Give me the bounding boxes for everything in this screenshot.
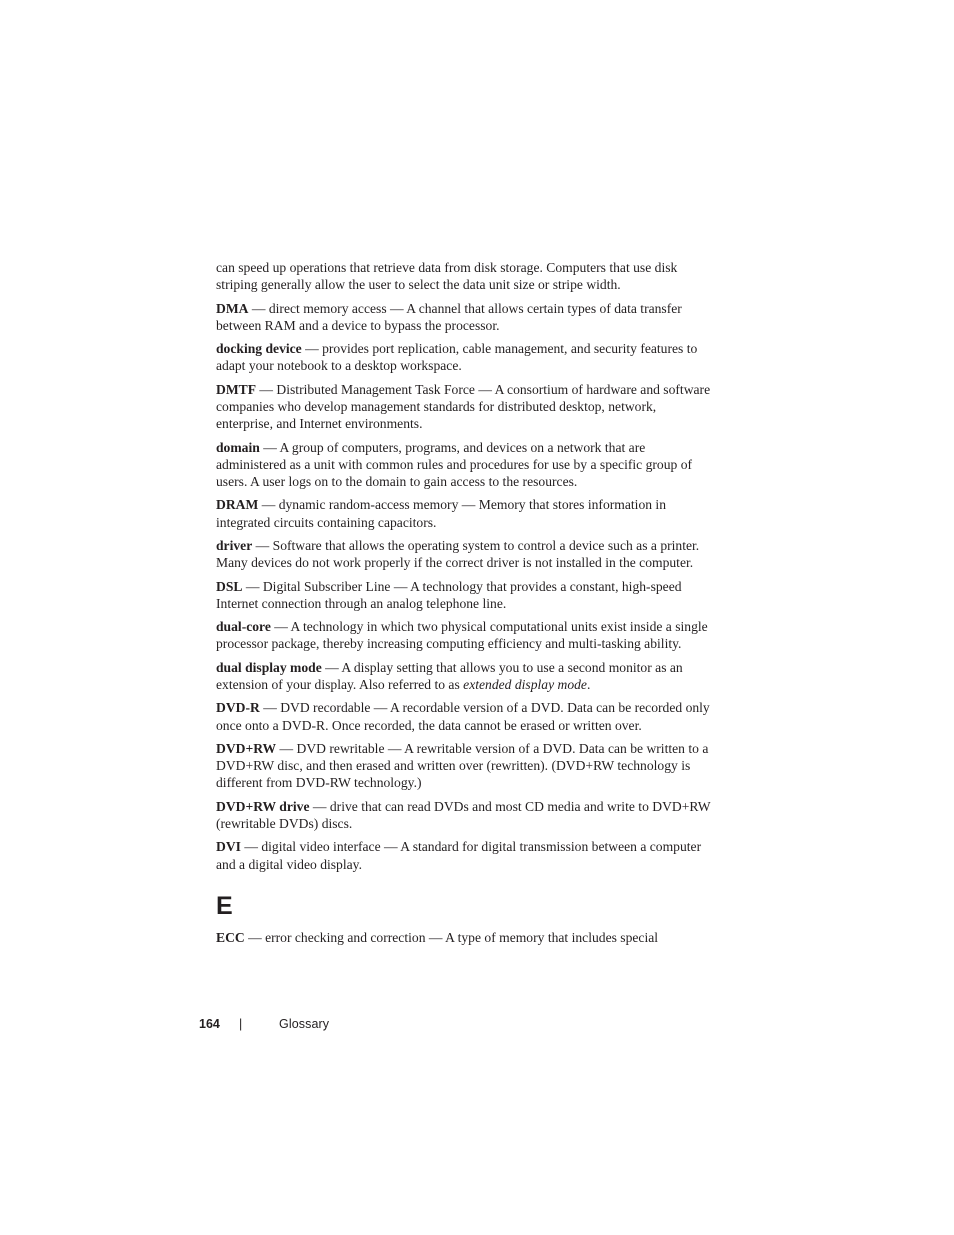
entry-definition: — provides port replication, cable management, and security features to adapt your notebook to a desktop workspace.: [216, 341, 698, 374]
entry-term: DMTF: [216, 381, 257, 397]
footer-section-title: Glossary: [279, 1017, 330, 1031]
entry-term: DVD+RW drive: [216, 798, 310, 814]
footer-separator: |: [239, 1017, 243, 1031]
glossary-entry-dvi: [216, 838, 716, 872]
entry-definition-end: .: [586, 676, 591, 692]
glossary-entry-docking-device: [216, 340, 716, 374]
entry-definition: — DVD recordable — A recordable version of a DVD. Data can be recorded only once onto a DVD-R. Once recorded, the data cannot be erased or written over.: [216, 700, 710, 733]
entry-term: DVD-R: [216, 700, 260, 716]
glossary-entry-dmtf: [216, 381, 716, 433]
entry-term: domain: [216, 439, 260, 455]
entry-definition: — Digital Subscriber Line — A technology that provides a constant, high-speed Internet connection through an analog telephone line.: [216, 578, 682, 611]
entry-term: DSL: [216, 578, 243, 594]
continuation-paragraph: can speed up operations that retrieve data from disk storage. Computers that use disk striping generally allow the user to select the data unit size or stripe width.: [216, 260, 678, 293]
section-heading-e: E: [216, 891, 233, 920]
entry-definition: — A technology in which two physical computational units exist inside a single processor package, thereby increasing computing efficiency and multi-tasking ability.: [216, 619, 708, 652]
glossary-entry-dram: [216, 496, 716, 530]
glossary-content: [216, 259, 716, 952]
entry-definition: — drive that can read DVDs and most CD media and write to DVD+RW (rewritable DVDs) discs.: [216, 798, 711, 831]
entry-definition: — error checking and correction — A type of memory that includes special: [244, 929, 659, 945]
entry-term: docking device: [216, 341, 302, 357]
entry-term: driver: [216, 537, 253, 553]
entry-term: DVI: [216, 839, 241, 855]
glossary-entry-dual-display-mode: [216, 659, 716, 693]
entry-term: DMA: [216, 300, 249, 316]
entry-term: dual-core: [216, 619, 271, 635]
glossary-entry-dvd-rw: [216, 740, 716, 792]
entry-term: dual display mode: [216, 659, 322, 675]
glossary-entry-dual-core: [216, 618, 716, 652]
glossary-entry-dsl: [216, 578, 716, 612]
glossary-entry-dvd-r: [216, 699, 716, 733]
entry-definition: — A display setting that allows you to use a second monitor as an extension of your display. Also referred to as: [216, 659, 683, 692]
entry-term: DRAM: [216, 497, 259, 513]
entry-term: DVD+RW: [216, 740, 277, 756]
entry-definition: — DVD rewritable — A rewritable version of a DVD. Data can be written to a DVD+RW disc, and then erased and written over (rewritten). (DVD+RW technology is different from DVD-RW technology.): [216, 740, 709, 791]
entry-definition: — Distributed Management Task Force — A consortium of hardware and software companies who develop management standards for distributed desktop, network, enterprise, and Internet environments.: [216, 381, 711, 432]
entry-definition: — Software that allows the operating system to control a device such as a printer. Many devices do not work properly if the correct driver is not installed in the computer.: [216, 537, 700, 571]
glossary-entry-dvd-rw-drive: [216, 798, 716, 832]
page-footer: [199, 1014, 329, 1034]
glossary-entry-ecc: [216, 929, 716, 946]
entry-definition: — dynamic random-access memory — Memory that stores information in integrated circuits containing capacitors.: [216, 497, 667, 530]
glossary-entry-driver: [216, 537, 716, 571]
entry-definition: — A group of computers, programs, and devices on a network that are administered as a unit with common rules and procedures for use by a specific group of users. A user logs on to the domain to gain access to the resources.: [216, 439, 693, 489]
entry-definition: — digital video interface — A standard for digital transmission between a computer and a digital video display.: [216, 839, 702, 872]
entry-term: ECC: [216, 929, 245, 945]
page-number: 164: [199, 1017, 220, 1031]
glossary-entry-domain: [216, 439, 716, 491]
glossary-entry-dma: [216, 300, 716, 334]
entry-definition: — direct memory access — A channel that allows certain types of data transfer between RAM and a device to bypass the processor.: [216, 300, 682, 333]
entry-emphasis: extended display mode: [463, 676, 587, 692]
